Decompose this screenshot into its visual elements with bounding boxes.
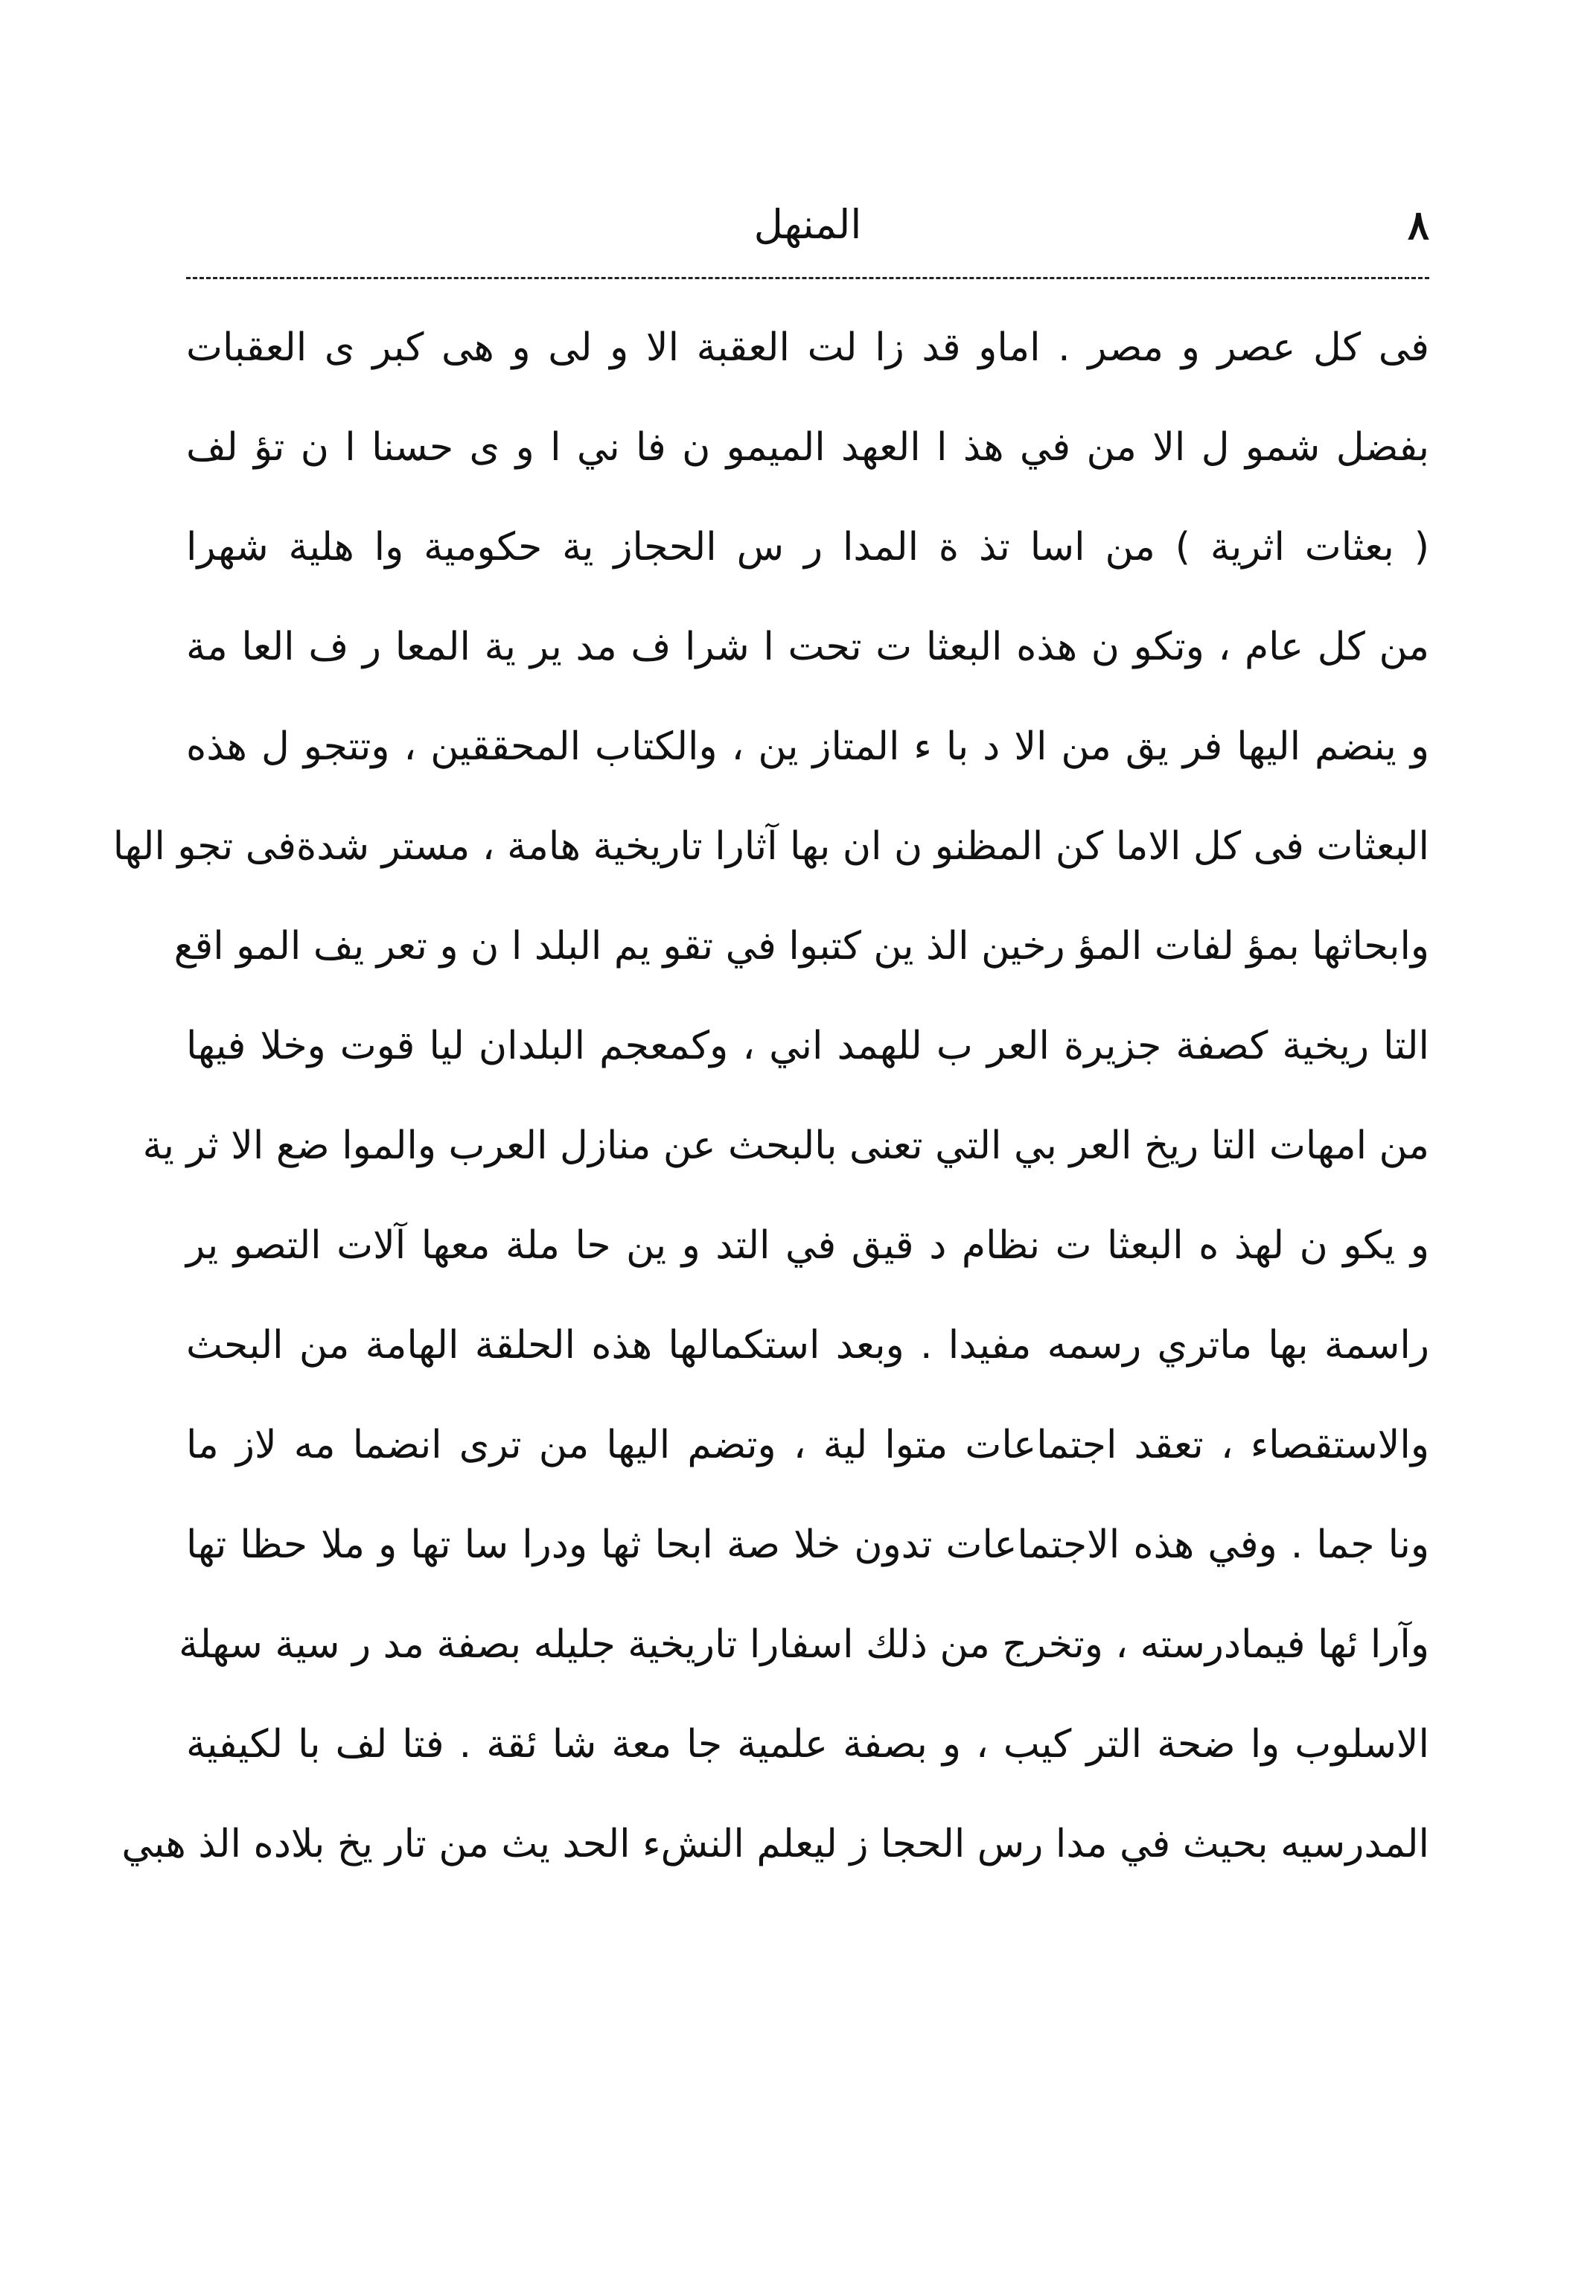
- text-line: وابحاثها بمؤ لفات المؤ رخين الذ ين كتبوا في تقو يم البلد ا ن و تعر يف المو اقع: [173, 924, 1429, 969]
- journal-title: المنهل: [753, 201, 862, 248]
- text-line: والاستقصاء ، تعقد اجتماعات متوا لية ، وتضم اليها من ترى انضما مه لاز ما: [186, 1423, 1429, 1467]
- text-line: وآرا ئها فيمادرسته ، وتخرج من ذلك اسفارا تاريخية جليله بصفة مد ر سية سهلة: [179, 1622, 1429, 1667]
- text-line: راسمة بها ماتري رسمه مفيدا . وبعد استكمالها هذه الحلقة الهامة من البحث: [186, 1323, 1429, 1368]
- text-line: من كل عام ، وتكو ن هذه البعثا ت تحت ا شرا ف مد ير ية المعا ر ف العا مة: [186, 625, 1429, 669]
- text-line: البعثات فى كل الاما كن المظنو ن ان بها آثارا تاريخية هامة ، مستر شدةفى تجو الها: [112, 824, 1429, 869]
- text-line: و ينضم اليها فر يق من الا د با ء المتاز ين ، والكتاب المحققين ، وتتجو ل هذه: [186, 724, 1429, 769]
- text-line: و يكو ن لهذ ه البعثا ت نظام د قيق في التد و ين حا ملة معها آلات التصو ير: [186, 1223, 1429, 1268]
- text-line: بفضل شمو ل الا من في هذ ا العهد الميمو ن فا ني ا و ى حسنا ا ن تؤ لف: [186, 425, 1429, 470]
- text-line: من امهات التا ريخ العر بي التي تعنى بالبحث عن منازل العرب والموا ضع الا ثر ية: [142, 1123, 1429, 1168]
- text-line: فى كل عصر و مصر . اماو قد زا لت العقبة الا و لى و هى كبر ى العقبات: [186, 325, 1429, 370]
- text-line: التا ريخية كصفة جزيرة العر ب للهمد اني ، وكمعجم البلدان ليا قوت وخلا فيها: [186, 1024, 1429, 1068]
- text-line: ونا جما . وفي هذه الاجتماعات تدون خلا صة ابحا ثها ودرا سا تها و ملا حظا تها: [186, 1522, 1429, 1567]
- header-divider: [186, 277, 1429, 279]
- text-line: المدرسيه بحيث في مدا رس الحجا ز ليعلم النشء الحد يث من تار يخ بلاده الذ هبي: [121, 1822, 1429, 1866]
- text-line: ( بعثات اثرية ) من اسا تذ ة المدا ر س الحجاز ية حكومية وا هلية شهرا: [186, 525, 1429, 570]
- body-text: [112, 298, 1429, 1894]
- page-number: ٨: [1407, 201, 1429, 249]
- text-line: الاسلوب وا ضحة التر كيب ، و بصفة علمية جا معة شا ئقة . فتا لف با لكيفية: [186, 1722, 1429, 1767]
- running-header: [186, 195, 1429, 255]
